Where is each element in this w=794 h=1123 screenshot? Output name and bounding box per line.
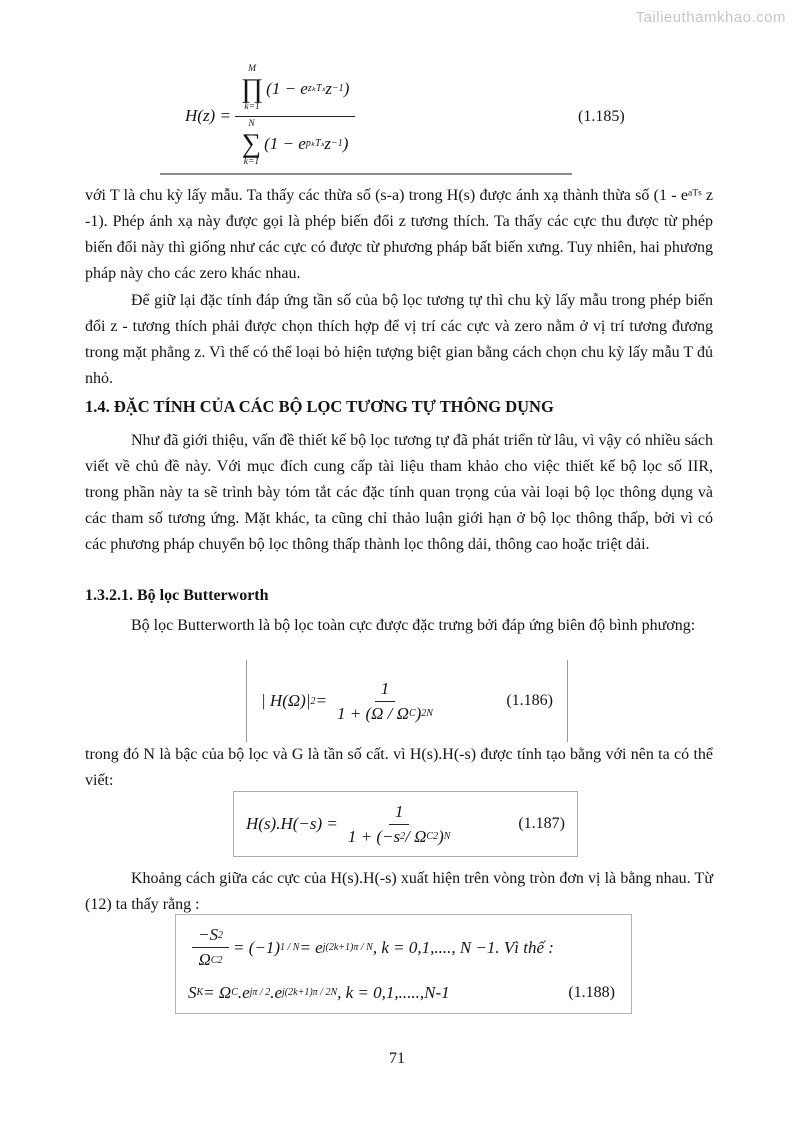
fraction-denominator bbox=[193, 948, 229, 970]
exponent: 2 bbox=[217, 929, 223, 941]
fraction bbox=[331, 679, 439, 724]
fraction-denominator bbox=[331, 702, 439, 724]
expression-text: ) bbox=[342, 133, 349, 153]
expression-text: , k = 0,1,...., N −1. Vì thế : bbox=[372, 937, 554, 957]
paragraph: Bộ lọc Butterworth là bộ lọc toàn cực được đặc trưng bởi đáp ứng biên độ bình phương: bbox=[131, 617, 696, 634]
equation-lhs: H(z) = bbox=[185, 106, 231, 126]
equation-1188-line2 bbox=[188, 983, 619, 1003]
exponent: j(2k+1)π / N bbox=[322, 942, 373, 954]
operator-upper-limit: N bbox=[248, 118, 255, 129]
expression-text: 1 + (−s bbox=[347, 826, 401, 846]
expression-text: .e bbox=[237, 982, 250, 1002]
expression-text: 1 + (Ω / Ω bbox=[336, 703, 409, 723]
expression-text: −S bbox=[198, 925, 218, 945]
equation-lhs: H(s).H(−s) = bbox=[246, 814, 338, 833]
expression-text: Ω bbox=[198, 950, 211, 970]
paragraph: Như đã giới thiệu, vấn đề thiết kế bộ lọc tương tự đã phát triển từ lâu, vì vậy có nhiều sách viết về chủ đề này. Với mục đích cung cấp tài liệu tham khảo cho việc thiết kế bộ lọc số IIR, trong phần này ta sẽ trình bày tóm tắt các đặc tính quan trọng của vài loại bộ lọc thông dụng và các tham số tương ứng. Mặt khác, ta cũng chỉ thảo luận giới hạn ở bộ lọc thông thấp, bởi vì có các phương pháp chuyển bộ lọc thông thấp thành lọc thông dải, thông cao hoặc triệt dải. bbox=[85, 432, 713, 553]
sum-symbol: ∑ bbox=[241, 128, 262, 159]
subscript: K bbox=[196, 987, 204, 999]
equation-1185-math bbox=[185, 64, 359, 169]
expression-text: | H(Ω)| bbox=[261, 691, 311, 710]
exponent: pₖTₛ bbox=[305, 138, 325, 150]
equation-1187 bbox=[233, 791, 578, 857]
product-symbol: ∏ bbox=[240, 73, 264, 104]
sum-operator bbox=[242, 119, 261, 169]
fraction bbox=[342, 802, 457, 847]
fraction-denominator bbox=[236, 117, 355, 169]
expression-text: = Ω bbox=[203, 982, 232, 1002]
subscript: C bbox=[408, 708, 416, 719]
exponent: 1 / N bbox=[280, 942, 300, 954]
equation-number: (1.188) bbox=[568, 983, 615, 1001]
expression-text: ) bbox=[415, 703, 422, 723]
horizontal-rule bbox=[160, 173, 572, 175]
equation-number: (1.186) bbox=[506, 692, 553, 709]
subscript: C bbox=[210, 954, 218, 966]
product-operator bbox=[241, 64, 263, 114]
equation-1188-line1 bbox=[188, 925, 619, 970]
expression-text: / Ω bbox=[405, 826, 427, 846]
expression-text: ) bbox=[438, 826, 444, 846]
exponent: jπ / 2 bbox=[249, 987, 271, 999]
expression-text: z bbox=[324, 133, 331, 153]
fraction-denominator bbox=[342, 825, 457, 847]
exponent: N bbox=[443, 831, 451, 842]
expression-text: z bbox=[325, 78, 332, 98]
fraction bbox=[235, 64, 355, 169]
exponent: −1 bbox=[331, 83, 344, 95]
operator-lower-limit: k=1 bbox=[243, 157, 260, 168]
page-number: 71 bbox=[389, 1050, 405, 1067]
expression-text: (1 − e bbox=[264, 133, 306, 153]
equation-1186-math bbox=[261, 679, 443, 724]
fraction-numerator bbox=[235, 64, 355, 117]
paragraph: với T là chu kỳ lấy mẫu. Ta thấy các thừa số (s-a) trong H(s) được ánh xạ thành thừa số (1 - eᵃᵀˢ z -1). Phép ánh xạ này được gọi là phép biến đổi z tương thích. Ta thấy các cực thu được từ phép biến đổi này thì giống như các cực có được từ phương pháp bất biến xưng. Tuy nhiên, hai phương pháp này cho các zero khác nhau. bbox=[85, 187, 713, 282]
subsection-heading: 1.3.2.1. Bộ lọc Butterworth bbox=[85, 587, 269, 604]
equation-1188 bbox=[175, 914, 632, 1014]
exponent: 2 bbox=[400, 831, 406, 842]
exponent: 2 bbox=[433, 831, 439, 842]
exponent: zₖTₛ bbox=[307, 83, 326, 95]
exponent: 2N bbox=[421, 708, 433, 719]
expression-text: S bbox=[188, 982, 197, 1002]
paragraph: Khoảng cách giữa các cực của H(s).H(-s) xuất hiện trên vòng tròn đơn vị là bằng nhau. Từ (12) ta thấy rằng : bbox=[85, 870, 713, 913]
expression-text: , k = 0,1,.....,N-1 bbox=[337, 982, 450, 1002]
section-heading: 1.4. ĐẶC TÍNH CỦA CÁC BỘ LỌC TƯƠNG TỰ THÔNG DỤNG bbox=[85, 397, 554, 416]
expression-text: = (−1) bbox=[232, 937, 280, 957]
expression-text: 1 bbox=[394, 801, 404, 821]
equation-number: (1.187) bbox=[518, 815, 565, 832]
subscript: C bbox=[231, 987, 238, 999]
watermark: Tailieuthamkhao.com bbox=[635, 9, 786, 26]
equation-1185 bbox=[85, 64, 712, 172]
expression-text: = e bbox=[299, 937, 323, 957]
fraction-numerator bbox=[375, 679, 396, 702]
operator-upper-limit: M bbox=[248, 64, 257, 74]
equation-number: (1.185) bbox=[578, 108, 625, 125]
expression-text: ) bbox=[343, 78, 350, 98]
expression-text: 1 bbox=[380, 678, 390, 698]
expression-text: (1 − e bbox=[266, 78, 308, 98]
exponent: 2 bbox=[217, 954, 223, 966]
paragraph: trong đó N là bậc của bộ lọc và G là tần số cất. vì H(s).H(-s) được tính tạo bằng với nên ta có thể viết: bbox=[85, 746, 713, 789]
operator-lower-limit: k=1 bbox=[244, 102, 260, 113]
equation-1186 bbox=[246, 660, 568, 742]
expression-text: .e bbox=[270, 982, 283, 1002]
equation-1187-math bbox=[246, 802, 460, 847]
exponent: j(2k+1)π / 2N bbox=[282, 987, 338, 999]
paragraph: Để giữ lại đặc tính đáp ứng tần số của bộ lọc tương tự thì chu kỳ lấy mẫu trong phép biến đổi z - tương thích phải được chọn thích hợp để vị trí các cực và zero nằm ở vị trí tương đương trong mặt phẳng z. Vì thế có thể loại bỏ hiện tượng biệt gian bằng cách chọn chu kỳ lấy mẫu T đủ nhỏ. bbox=[85, 292, 713, 387]
fraction bbox=[192, 925, 229, 970]
fraction-numerator bbox=[192, 925, 229, 948]
fraction-numerator bbox=[389, 802, 410, 825]
exponent: 2 bbox=[310, 695, 316, 707]
equals-sign: = bbox=[315, 691, 327, 710]
exponent: −1 bbox=[331, 138, 343, 150]
subscript: C bbox=[426, 831, 434, 842]
